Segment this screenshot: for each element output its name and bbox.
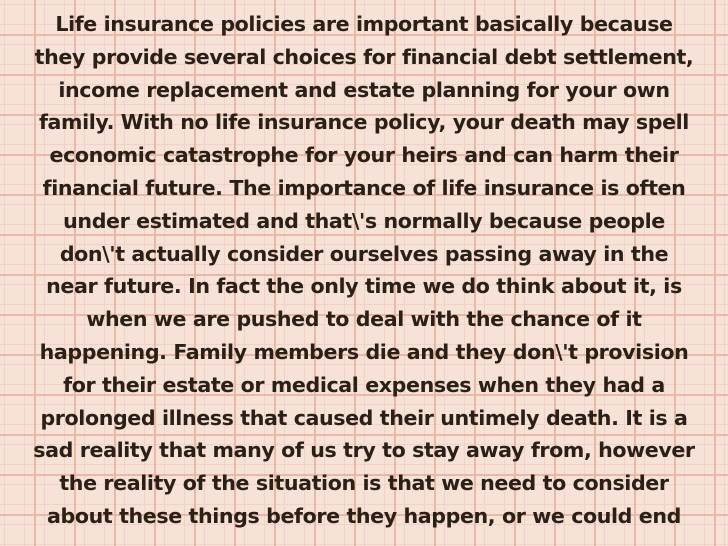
text-line-1: Life insurance policies are important basically because [55,12,673,36]
text-line-7: under estimated and that\'s normally because people [63,208,665,233]
text-line-4: family. With no life insurance policy, your death may spell [39,110,689,135]
text-line-15: the reality of the situation is that we need to consider [59,471,669,496]
text-line-6: financial future. The importance of life insurance is often [42,175,686,200]
text-line-13: prolonged illness that caused their untimely death. It is a [40,405,688,430]
text-line-9: near future. In fact the only time we do think about it, is [46,274,682,299]
text-line-8: don\'t actually consider ourselves passing away in the [59,241,669,266]
text-line-14: sad reality that many of us try to stay away from, however [33,438,695,463]
text-line-16: about these things before they happen, or we could end [47,503,681,528]
text-line-2: they provide several choices for financial debt settlement, [34,44,694,69]
text-line-10: when we are pushed to deal with the chance of it [86,307,642,332]
text-line-5: economic catastrophe for your heirs and can harm their [49,143,679,168]
text-line-3: income replacement and estate planning for your own [58,77,670,102]
text-line-12: for their estate or medical expenses when they had a [63,372,665,397]
body-paragraph [6,8,722,533]
text-line-11: happening. Family members die and they don\'t provision [39,339,689,364]
